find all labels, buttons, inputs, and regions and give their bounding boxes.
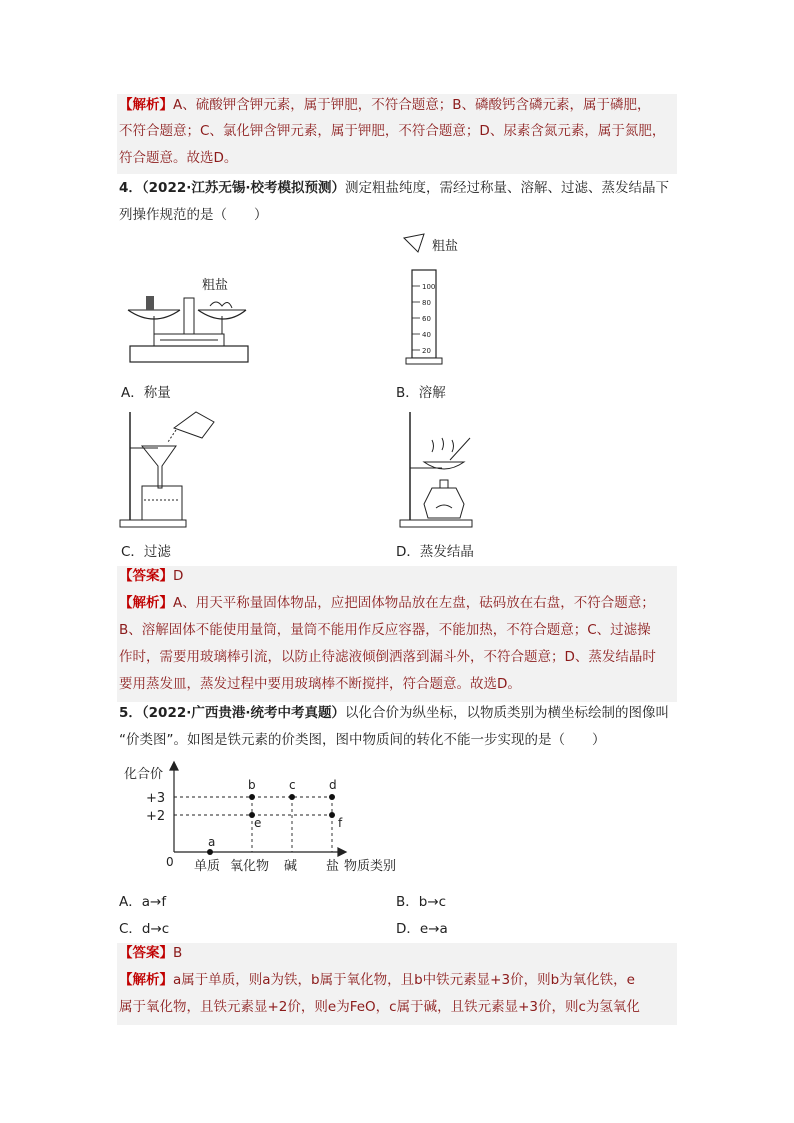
chart-points-layer	[174, 778, 343, 855]
q4-analysis-line-4: 要用蒸发皿，蒸发过程中要用玻璃棒不断搅拌，符合题意。故选D。	[119, 676, 521, 692]
svg-text:60: 60	[422, 315, 431, 323]
svg-text:40: 40	[422, 331, 431, 339]
q5-analysis-line-2: 属于氧化物，且铁元素显+2价，则e为FeO，c属于碱，且铁元素显+3价，则c为氢氧化	[119, 999, 640, 1015]
q5-option-b: B．b→c	[396, 894, 447, 910]
x-cat-element: 单质	[194, 859, 221, 874]
svg-text:100: 100	[422, 283, 436, 291]
chart-ylabel: 化合价	[124, 767, 164, 782]
point-label-c: c	[289, 778, 296, 792]
y-tick-2: +2	[146, 809, 166, 824]
q4-stem-line-2: 列操作规范的是（ ）	[119, 207, 268, 223]
q4-analysis-line-3: 作时，需要用玻璃棒引流，以防止待滤液倾倒洒落到漏斗外，不符合题意；D、蒸发结晶时	[119, 649, 656, 665]
q5-stem-line-1: 5．（2022·广西贵港·统考中考真题）以化合价为纵坐标，以物质类别为横坐标绘制的图像叫	[119, 705, 669, 721]
q3-analysis-line-2: 不符合题意；C、氯化钾含钾元素，属于钾肥，不符合题意；D、尿素含氮元素，属于氮肥，	[119, 123, 666, 139]
balance-figure	[124, 272, 254, 368]
point-d	[329, 794, 335, 800]
q3-analysis-line-3: 符合题意。故选D。	[119, 150, 238, 166]
x-cat-oxide: 氧化物	[230, 859, 270, 874]
point-label-e: e	[254, 816, 262, 830]
point-b	[249, 794, 255, 800]
q4-answer-line: 【答案】D	[119, 568, 184, 584]
chart-origin: 0	[166, 855, 174, 869]
q5-option-d: D．e→a	[396, 921, 448, 937]
point-label-d: d	[329, 778, 337, 792]
point-label-b: b	[248, 778, 256, 792]
valence-class-chart	[120, 760, 410, 878]
chart-xlabel: 物质类别	[344, 859, 397, 874]
cylinder-figure	[400, 230, 480, 370]
q3-analysis-line-1: 【解析】A、硫酸钾含钾元素，属于钾肥，不符合题意；B、磷酸钙含磷元素，属于磷肥，	[119, 97, 651, 113]
q5-answer-line: 【答案】B	[119, 945, 183, 961]
svg-text:20: 20	[422, 347, 431, 355]
q5-option-a: A．a→f	[119, 894, 167, 910]
point-c	[289, 794, 295, 800]
q4-stem-line-1: 4．（2022·江苏无锡·校考模拟预测）测定粗盐纯度，需经过称量、溶解、过滤、蒸发结晶下	[119, 180, 669, 196]
q4-analysis-line-1: 【解析】A、用天平称量固体物品，应把固体物品放在左盘，砝码放在右盘，不符合题意；	[119, 595, 655, 611]
point-label-a: a	[208, 835, 216, 849]
point-label-f: f	[338, 816, 343, 830]
filtration-figure	[118, 408, 218, 530]
svg-text:80: 80	[422, 299, 431, 307]
option-b-caption: B．溶解	[396, 385, 446, 401]
option-d-caption: D．蒸发结晶	[396, 544, 474, 560]
point-f	[329, 812, 335, 818]
option-a-caption: A．称量	[121, 385, 171, 401]
point-a	[207, 849, 213, 855]
q5-stem-line-2: “价类图”。如图是铁元素的价类图，图中物质间的转化不能一步实现的是（ ）	[119, 732, 606, 748]
q4-analysis-line-2: B、溶解固体不能使用量筒，量筒不能用作反应容器，不能加热，不符合题意；C、过滤操	[119, 622, 651, 638]
y-tick-3: +3	[146, 791, 166, 806]
evaporation-figure	[398, 408, 498, 530]
q5-analysis-line-1: 【解析】a属于单质，则a为铁，b属于氧化物，且b中铁元素显+3价，则b为氧化铁，e	[119, 972, 635, 988]
q5-option-c: C．d→c	[119, 921, 170, 937]
option-c-caption: C．过滤	[121, 544, 171, 560]
x-cat-base: 碱	[284, 859, 298, 874]
salt-label-a: 粗盐	[202, 278, 229, 293]
salt-label-b: 粗盐	[432, 239, 459, 254]
x-cat-salt: 盐	[326, 859, 340, 874]
